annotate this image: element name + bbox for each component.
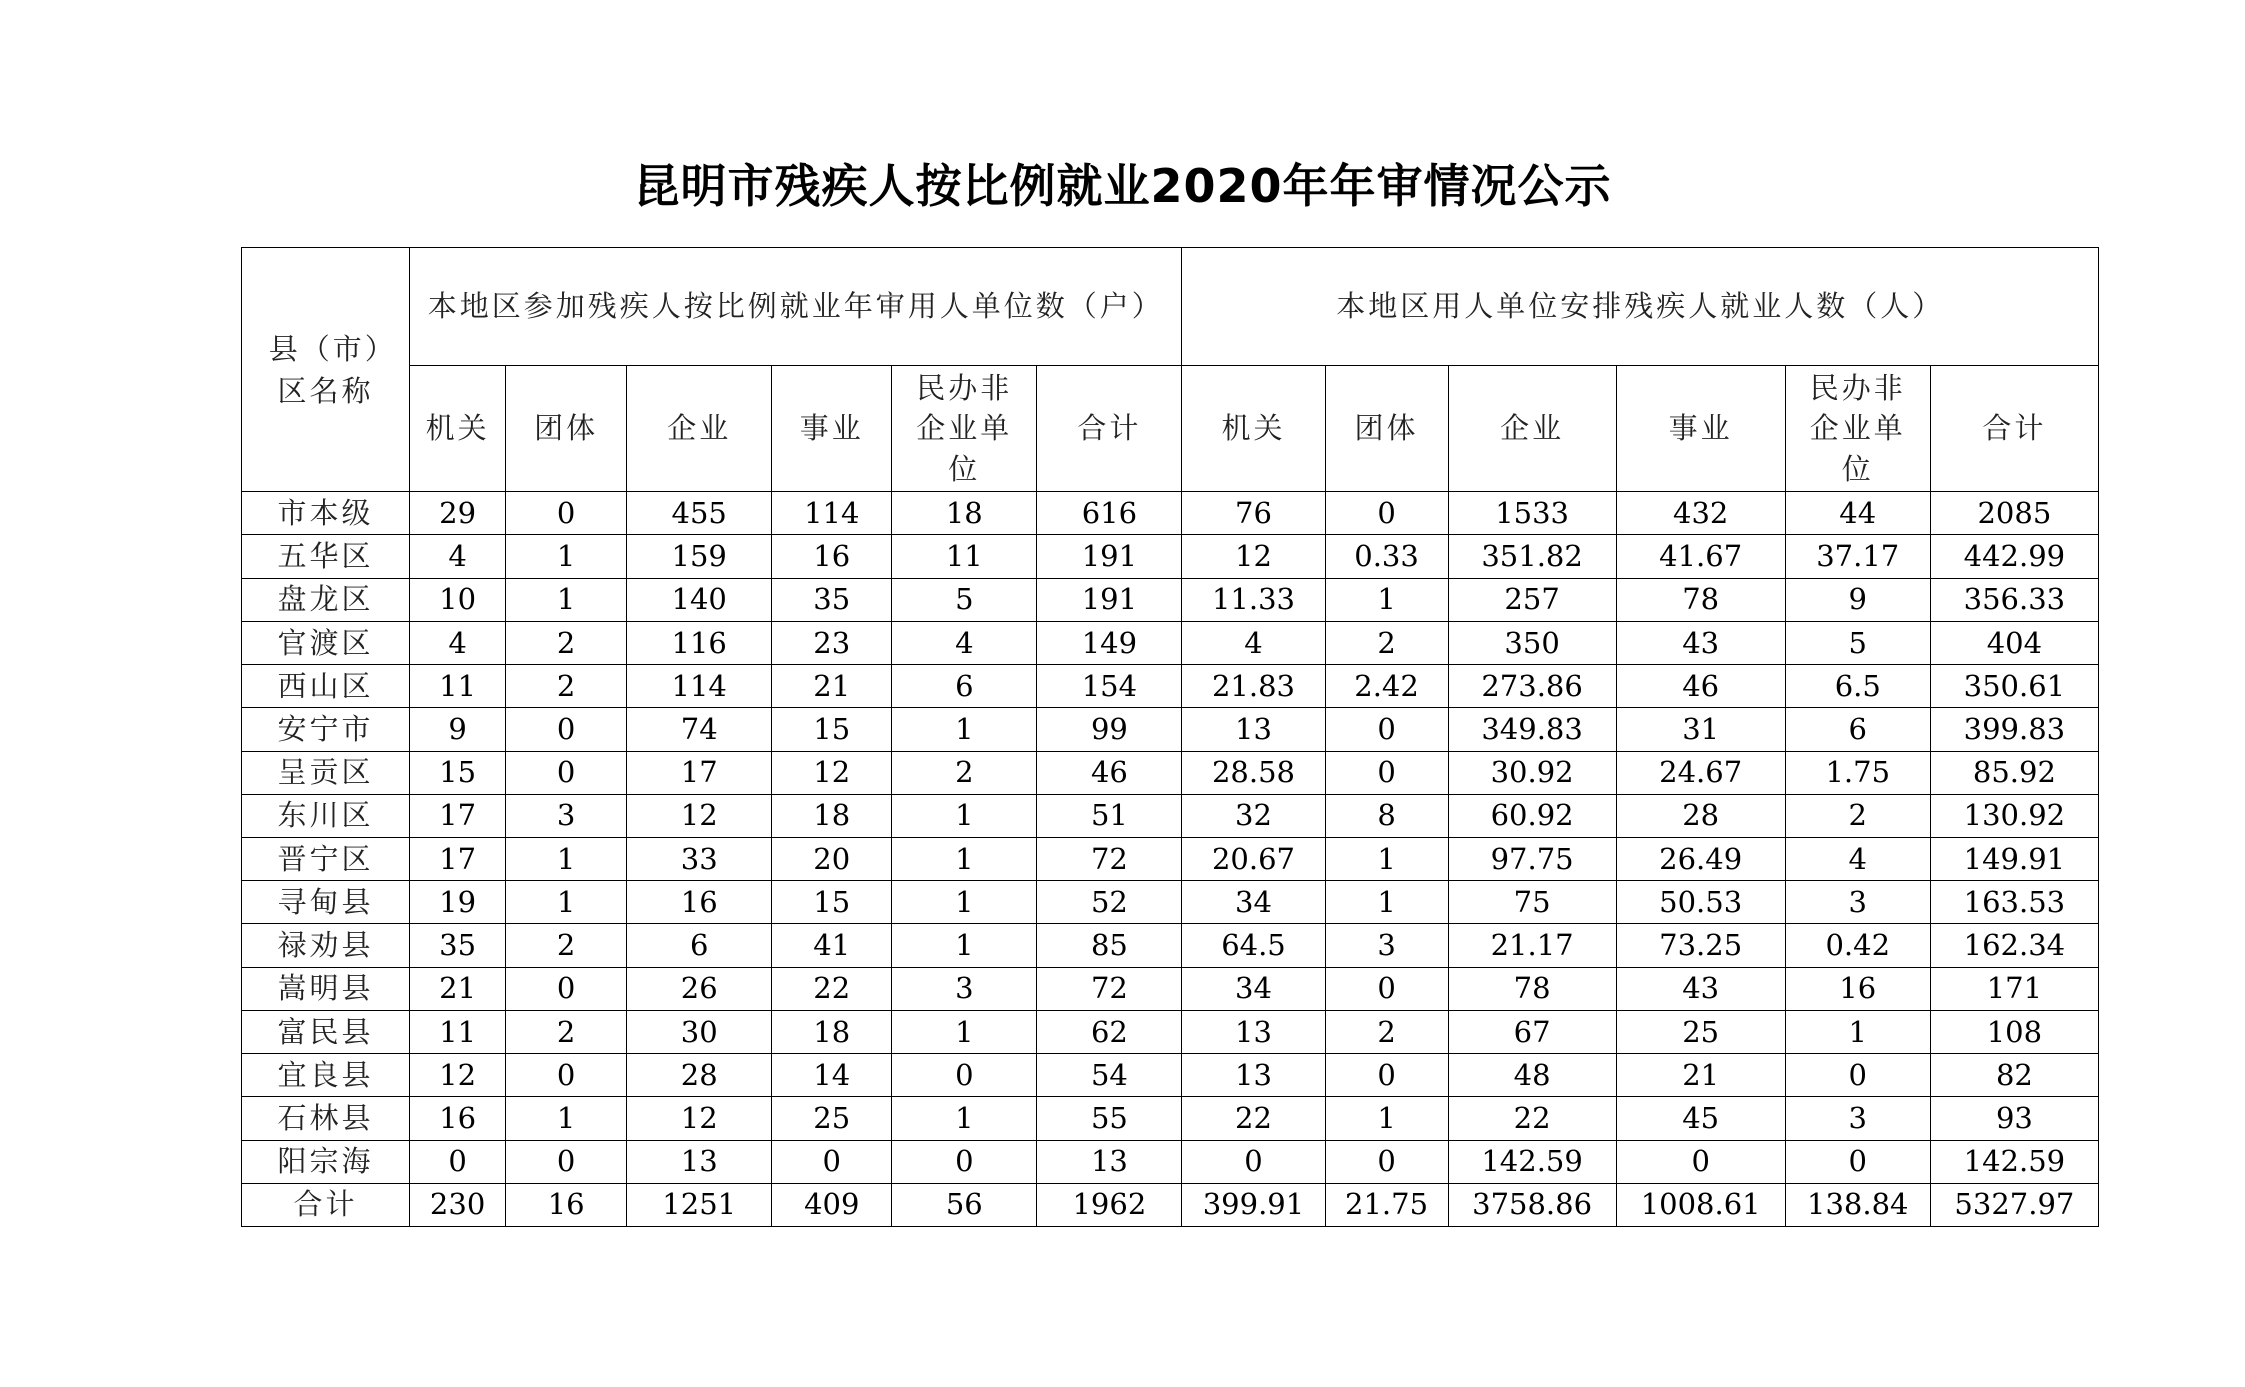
unit-count-cell: 25 [772,1097,892,1140]
person-count-cell: 4 [1182,621,1325,664]
unit-count-cell: 26 [627,967,772,1010]
unit-count-cell: 29 [410,492,506,535]
unit-count-cell: 0 [506,1140,627,1183]
region-name-cell: 阳宗海 [242,1140,410,1183]
person-count-cell: 0 [1325,751,1448,794]
region-name-cell: 寻甸县 [242,881,410,924]
person-count-cell: 76 [1182,492,1325,535]
person-count-cell: 130.92 [1930,794,2098,837]
table-row [242,621,2099,664]
unit-count-cell: 10 [410,578,506,621]
person-count-cell: 73.25 [1616,924,1785,967]
person-count-cell: 3 [1325,924,1448,967]
person-count-cell: 442.99 [1930,535,2098,578]
person-count-cell: 3 [1785,1097,1930,1140]
person-count-cell: 0 [1182,1140,1325,1183]
person-count-cell: 4 [1785,837,1930,880]
table-row [242,708,2099,751]
table-row [242,967,2099,1010]
region-name-cell: 富民县 [242,1010,410,1053]
unit-count-cell: 0 [772,1140,892,1183]
person-count-cell: 9 [1785,578,1930,621]
table-row [242,794,2099,837]
unit-count-cell: 17 [627,751,772,794]
person-count-cell: 26.49 [1616,837,1785,880]
region-name-cell: 呈贡区 [242,751,410,794]
person-count-cell: 432 [1616,492,1785,535]
unit-count-cell: 1 [892,1010,1037,1053]
unit-count-cell: 0 [410,1140,506,1183]
unit-count-cell: 74 [627,708,772,751]
unit-count-cell: 114 [772,492,892,535]
person-count-cell: 399.91 [1182,1183,1325,1226]
person-count-cell: 0 [1325,967,1448,1010]
person-count-cell: 1.75 [1785,751,1930,794]
unit-count-cell: 35 [772,578,892,621]
unit-count-cell: 6 [627,924,772,967]
unit-count-cell: 4 [892,621,1037,664]
unit-count-cell: 0 [892,1054,1037,1097]
table-row [242,924,2099,967]
region-column-header: 县（市）区名称 [242,248,410,492]
person-count-cell: 2 [1325,1010,1448,1053]
person-count-cell: 30.92 [1448,751,1616,794]
unit-count-cell: 0 [506,1054,627,1097]
person-count-cell: 8 [1325,794,1448,837]
unit-count-cell: 230 [410,1183,506,1226]
table-row [242,837,2099,880]
unit-count-cell: 1 [892,837,1037,880]
table-row [242,1010,2099,1053]
unit-count-cell: 116 [627,621,772,664]
unit-count-cell: 13 [1037,1140,1182,1183]
table-row [242,535,2099,578]
person-count-cell: 171 [1930,967,2098,1010]
unit-count-cell: 55 [1037,1097,1182,1140]
unit-count-cell: 21 [772,665,892,708]
unit-count-cell: 16 [627,881,772,924]
person-count-cell: 37.17 [1785,535,1930,578]
table-row [242,881,2099,924]
unit-count-cell: 18 [772,794,892,837]
unit-count-cell: 5 [892,578,1037,621]
region-name-cell: 石林县 [242,1097,410,1140]
person-count-cell: 1533 [1448,492,1616,535]
unit-count-cell: 33 [627,837,772,880]
unit-count-cell: 12 [627,1097,772,1140]
region-name-cell: 安宁市 [242,708,410,751]
person-count-cell: 0 [1785,1140,1930,1183]
unit-count-cell: 12 [772,751,892,794]
unit-count-cell: 1 [506,881,627,924]
person-count-cell: 350.61 [1930,665,2098,708]
person-count-cell: 75 [1448,881,1616,924]
header-row-group [242,248,2099,366]
person-count-cell: 1 [1325,1097,1448,1140]
person-count-cell: 48 [1448,1054,1616,1097]
unit-count-cell: 41 [772,924,892,967]
table-row [242,1097,2099,1140]
unit-count-cell: 2 [506,924,627,967]
unit-count-cell: 16 [410,1097,506,1140]
unit-count-cell: 1 [892,881,1037,924]
table-row [242,578,2099,621]
unit-count-cell: 1 [506,1097,627,1140]
person-count-cell: 16 [1785,967,1930,1010]
unit-count-cell: 17 [410,794,506,837]
region-name-cell: 官渡区 [242,621,410,664]
unit-count-cell: 22 [772,967,892,1010]
person-count-cell: 22 [1448,1097,1616,1140]
table-row [242,1183,2099,1226]
unit-count-cell: 140 [627,578,772,621]
person-count-cell: 162.34 [1930,924,2098,967]
person-count-cell: 1 [1785,1010,1930,1053]
region-name-cell: 盘龙区 [242,578,410,621]
person-count-cell: 350 [1448,621,1616,664]
unit-count-cell: 19 [410,881,506,924]
unit-count-cell: 149 [1037,621,1182,664]
table-row [242,665,2099,708]
unit-count-cell: 14 [772,1054,892,1097]
person-count-cell: 31 [1616,708,1785,751]
unit-count-cell: 114 [627,665,772,708]
unit-count-cell: 616 [1037,492,1182,535]
statistics-table [241,247,2099,1227]
table-row [242,492,2099,535]
unit-count-cell: 15 [410,751,506,794]
unit-count-cell: 0 [506,751,627,794]
person-count-cell: 1008.61 [1616,1183,1785,1226]
persons-col-organ: 机关 [1182,365,1325,492]
person-count-cell: 34 [1182,881,1325,924]
region-name-cell: 西山区 [242,665,410,708]
person-count-cell: 273.86 [1448,665,1616,708]
person-count-cell: 78 [1448,967,1616,1010]
unit-count-cell: 35 [410,924,506,967]
person-count-cell: 11.33 [1182,578,1325,621]
region-name-cell: 合计 [242,1183,410,1226]
person-count-cell: 34 [1182,967,1325,1010]
person-count-cell: 0 [1325,492,1448,535]
unit-count-cell: 15 [772,708,892,751]
region-name-cell: 五华区 [242,535,410,578]
unit-count-cell: 72 [1037,967,1182,1010]
person-count-cell: 24.67 [1616,751,1785,794]
person-count-cell: 21.83 [1182,665,1325,708]
person-count-cell: 2085 [1930,492,2098,535]
person-count-cell: 78 [1616,578,1785,621]
person-count-cell: 1 [1325,881,1448,924]
person-count-cell: 28 [1616,794,1785,837]
person-count-cell: 3758.86 [1448,1183,1616,1226]
unit-count-cell: 54 [1037,1054,1182,1097]
person-count-cell: 1 [1325,578,1448,621]
unit-count-cell: 11 [892,535,1037,578]
units-group-header: 本地区参加残疾人按比例就业年审用人单位数（户） [410,248,1182,366]
unit-count-cell: 3 [892,967,1037,1010]
unit-count-cell: 51 [1037,794,1182,837]
person-count-cell: 1 [1325,837,1448,880]
unit-count-cell: 28 [627,1054,772,1097]
person-count-cell: 21.17 [1448,924,1616,967]
person-count-cell: 32 [1182,794,1325,837]
persons-col-private-nonenterprise: 民办非企业单位 [1785,365,1930,492]
region-name-cell: 禄劝县 [242,924,410,967]
unit-count-cell: 11 [410,1010,506,1053]
person-count-cell: 108 [1930,1010,2098,1053]
unit-count-cell: 1 [506,578,627,621]
unit-count-cell: 16 [506,1183,627,1226]
unit-count-cell: 18 [892,492,1037,535]
unit-count-cell: 1 [892,708,1037,751]
person-count-cell: 21 [1616,1054,1785,1097]
unit-count-cell: 0 [506,492,627,535]
unit-count-cell: 1 [892,1097,1037,1140]
person-count-cell: 3 [1785,881,1930,924]
region-name-cell: 嵩明县 [242,967,410,1010]
unit-count-cell: 46 [1037,751,1182,794]
units-col-private-nonenterprise: 民办非企业单位 [892,365,1037,492]
unit-count-cell: 85 [1037,924,1182,967]
unit-count-cell: 17 [410,837,506,880]
unit-count-cell: 3 [506,794,627,837]
unit-count-cell: 409 [772,1183,892,1226]
unit-count-cell: 2 [506,621,627,664]
unit-count-cell: 16 [772,535,892,578]
person-count-cell: 6.5 [1785,665,1930,708]
person-count-cell: 46 [1616,665,1785,708]
header-row-sub [242,365,2099,492]
unit-count-cell: 1962 [1037,1183,1182,1226]
unit-count-cell: 159 [627,535,772,578]
person-count-cell: 93 [1930,1097,2098,1140]
person-count-cell: 60.92 [1448,794,1616,837]
person-count-cell: 142.59 [1930,1140,2098,1183]
person-count-cell: 2.42 [1325,665,1448,708]
unit-count-cell: 0 [506,967,627,1010]
person-count-cell: 163.53 [1930,881,2098,924]
person-count-cell: 41.67 [1616,535,1785,578]
unit-count-cell: 11 [410,665,506,708]
unit-count-cell: 191 [1037,578,1182,621]
unit-count-cell: 30 [627,1010,772,1053]
persons-col-total: 合计 [1930,365,2098,492]
units-col-total: 合计 [1037,365,1182,492]
unit-count-cell: 4 [410,621,506,664]
unit-count-cell: 2 [506,1010,627,1053]
unit-count-cell: 0 [506,708,627,751]
person-count-cell: 45 [1616,1097,1785,1140]
person-count-cell: 43 [1616,621,1785,664]
person-count-cell: 44 [1785,492,1930,535]
unit-count-cell: 20 [772,837,892,880]
person-count-cell: 50.53 [1616,881,1785,924]
person-count-cell: 5 [1785,621,1930,664]
persons-col-enterprise: 企业 [1448,365,1616,492]
person-count-cell: 20.67 [1182,837,1325,880]
person-count-cell: 64.5 [1182,924,1325,967]
unit-count-cell: 191 [1037,535,1182,578]
person-count-cell: 22 [1182,1097,1325,1140]
unit-count-cell: 2 [506,665,627,708]
person-count-cell: 12 [1182,535,1325,578]
region-name-cell: 晋宁区 [242,837,410,880]
person-count-cell: 351.82 [1448,535,1616,578]
units-col-enterprise: 企业 [627,365,772,492]
unit-count-cell: 2 [892,751,1037,794]
unit-count-cell: 12 [410,1054,506,1097]
unit-count-cell: 21 [410,967,506,1010]
person-count-cell: 43 [1616,967,1785,1010]
person-count-cell: 0 [1325,1054,1448,1097]
person-count-cell: 2 [1325,621,1448,664]
unit-count-cell: 62 [1037,1010,1182,1053]
persons-col-group: 团体 [1325,365,1448,492]
person-count-cell: 5327.97 [1930,1183,2098,1226]
person-count-cell: 349.83 [1448,708,1616,751]
unit-count-cell: 9 [410,708,506,751]
unit-count-cell: 1 [506,535,627,578]
person-count-cell: 28.58 [1182,751,1325,794]
unit-count-cell: 1 [506,837,627,880]
table-row [242,751,2099,794]
person-count-cell: 356.33 [1930,578,2098,621]
person-count-cell: 0 [1616,1140,1785,1183]
person-count-cell: 2 [1785,794,1930,837]
unit-count-cell: 13 [627,1140,772,1183]
page-title: 昆明市残疾人按比例就业2020年年审情况公示 [633,159,1612,213]
person-count-cell: 97.75 [1448,837,1616,880]
persons-group-header: 本地区用人单位安排残疾人就业人数（人） [1182,248,2099,366]
units-col-institution: 事业 [772,365,892,492]
person-count-cell: 21.75 [1325,1183,1448,1226]
unit-count-cell: 12 [627,794,772,837]
unit-count-cell: 154 [1037,665,1182,708]
person-count-cell: 0 [1325,708,1448,751]
unit-count-cell: 99 [1037,708,1182,751]
unit-count-cell: 18 [772,1010,892,1053]
unit-count-cell: 52 [1037,881,1182,924]
unit-count-cell: 455 [627,492,772,535]
person-count-cell: 85.92 [1930,751,2098,794]
units-col-group: 团体 [506,365,627,492]
person-count-cell: 0.42 [1785,924,1930,967]
region-name-cell: 市本级 [242,492,410,535]
unit-count-cell: 72 [1037,837,1182,880]
person-count-cell: 25 [1616,1010,1785,1053]
unit-count-cell: 1251 [627,1183,772,1226]
unit-count-cell: 56 [892,1183,1037,1226]
unit-count-cell: 1 [892,924,1037,967]
person-count-cell: 138.84 [1785,1183,1930,1226]
unit-count-cell: 4 [410,535,506,578]
person-count-cell: 0 [1785,1054,1930,1097]
persons-col-institution: 事业 [1616,365,1785,492]
unit-count-cell: 1 [892,794,1037,837]
person-count-cell: 404 [1930,621,2098,664]
unit-count-cell: 0 [892,1140,1037,1183]
person-count-cell: 149.91 [1930,837,2098,880]
table-row [242,1140,2099,1183]
person-count-cell: 257 [1448,578,1616,621]
region-name-cell: 宜良县 [242,1054,410,1097]
person-count-cell: 6 [1785,708,1930,751]
person-count-cell: 82 [1930,1054,2098,1097]
unit-count-cell: 15 [772,881,892,924]
person-count-cell: 142.59 [1448,1140,1616,1183]
person-count-cell: 13 [1182,708,1325,751]
table-row [242,1054,2099,1097]
person-count-cell: 0.33 [1325,535,1448,578]
person-count-cell: 399.83 [1930,708,2098,751]
unit-count-cell: 23 [772,621,892,664]
person-count-cell: 0 [1325,1140,1448,1183]
person-count-cell: 13 [1182,1054,1325,1097]
region-name-cell: 东川区 [242,794,410,837]
unit-count-cell: 6 [892,665,1037,708]
person-count-cell: 13 [1182,1010,1325,1053]
units-col-organ: 机关 [410,365,506,492]
person-count-cell: 67 [1448,1010,1616,1053]
